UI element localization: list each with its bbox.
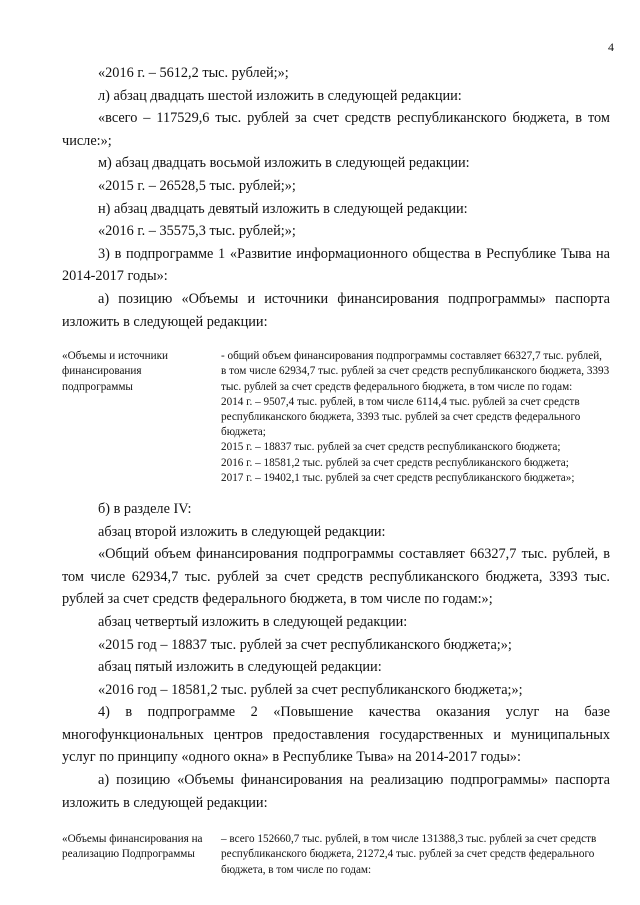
table-value [207, 349, 610, 486]
page-number: 4 [608, 40, 614, 54]
paragraph: 3) в подпрограмме 1 «Развитие информационного общества в Республике Тыва на 2014-2017 годы»: [62, 245, 610, 285]
document-body [62, 62, 610, 878]
financing-table-1 [62, 349, 610, 486]
paragraph: «2015 год – 18837 тыс. рублей за счет республиканского бюджета;»; [98, 636, 512, 653]
table-value-line: 2015 г. – 18837 тыс. рублей за счет средств республиканского бюджета; [221, 441, 561, 454]
paragraph: а) позицию «Объемы финансирования на реализацию подпрограммы» паспорта изложить в следующей редакции: [62, 772, 610, 811]
paragraph: м) абзац двадцать восьмой изложить в следующей редакции: [98, 155, 470, 172]
financing-table-2 [62, 832, 610, 878]
paragraph: «Общий объем финансирования подпрограммы составляет 66327,7 тыс. рублей, в том числе 62934,7 тыс. рублей за счет средств республиканского бюджета, 3393 тыс. рублей за счет средств федерального бюджета, в том числе по годам:»; [62, 546, 610, 608]
paragraph: а) позицию «Объемы и источники финансирования подпрограммы» паспорта изложить в следующей редакции: [62, 290, 610, 330]
paragraph: «2015 г. – 26528,5 тыс. рублей;»; [98, 177, 296, 194]
table-label: «Объемы финансирования на реализацию Подпрограммы [62, 833, 203, 861]
paragraph: б) в разделе IV: [98, 500, 192, 517]
paragraph: «всего – 117529,6 тыс. рублей за счет средств республиканского бюджета, в том числе:»; [62, 110, 610, 149]
table-value [207, 832, 610, 878]
table-value-line: 2014 г. – 9507,4 тыс. рублей, в том числе 6114,4 тыс. рублей за счет средств республиканского бюджета, 3393 тыс. рублей за счет средств федерального бюджета; [221, 395, 581, 439]
table-value-line: - общий объем финансирования подпрограммы составляет 66327,7 тыс. рублей, в том числе 62934,7 тыс. рублей за счет средств республиканского бюджета, 3393 тыс. рублей за счет средств федерального бюджета, в том числе по годам: [221, 350, 610, 393]
paragraph: абзац четвертый изложить в следующей редакции: [98, 613, 408, 630]
paragraph: абзац второй изложить в следующей редакции: [98, 523, 386, 540]
paragraph: «2016 г. – 5612,2 тыс. рублей;»; [98, 65, 289, 81]
paragraph: л) абзац двадцать шестой изложить в следующей редакции: [98, 87, 462, 104]
paragraph: «2016 г. – 35575,3 тыс. рублей;»; [98, 223, 296, 240]
table-value-line: 2016 г. – 18581,2 тыс. рублей за счет средств республиканского бюджета; [221, 456, 569, 469]
table-value-line: – всего 152660,7 тыс. рублей, в том числе 131388,3 тыс. рублей за счет средств республиканского бюджета, 21272,4 тыс. рублей за счет средств федерального бюджета, в том числе по годам: [221, 833, 597, 876]
paragraph: н) абзац двадцать девятый изложить в следующей редакции: [98, 200, 468, 217]
paragraph: абзац пятый изложить в следующей редакции: [98, 659, 382, 676]
paragraph: «2016 год – 18581,2 тыс. рублей за счет республиканского бюджета;»; [98, 681, 523, 698]
table-label: «Объемы и источники финансирования подпрограммы [62, 350, 169, 393]
paragraph: 4) в подпрограмме 2 «Повышение качества оказания услуг на базе многофункциональных центров предоставления государственных и муниципальных услуг по принципу «одного окна» в Республике Тыва» на 2014-2017 годы»: [62, 704, 610, 766]
table-value-line: 2017 г. – 19402,1 тыс. рублей за счет средств республиканского бюджета»; [221, 471, 575, 484]
